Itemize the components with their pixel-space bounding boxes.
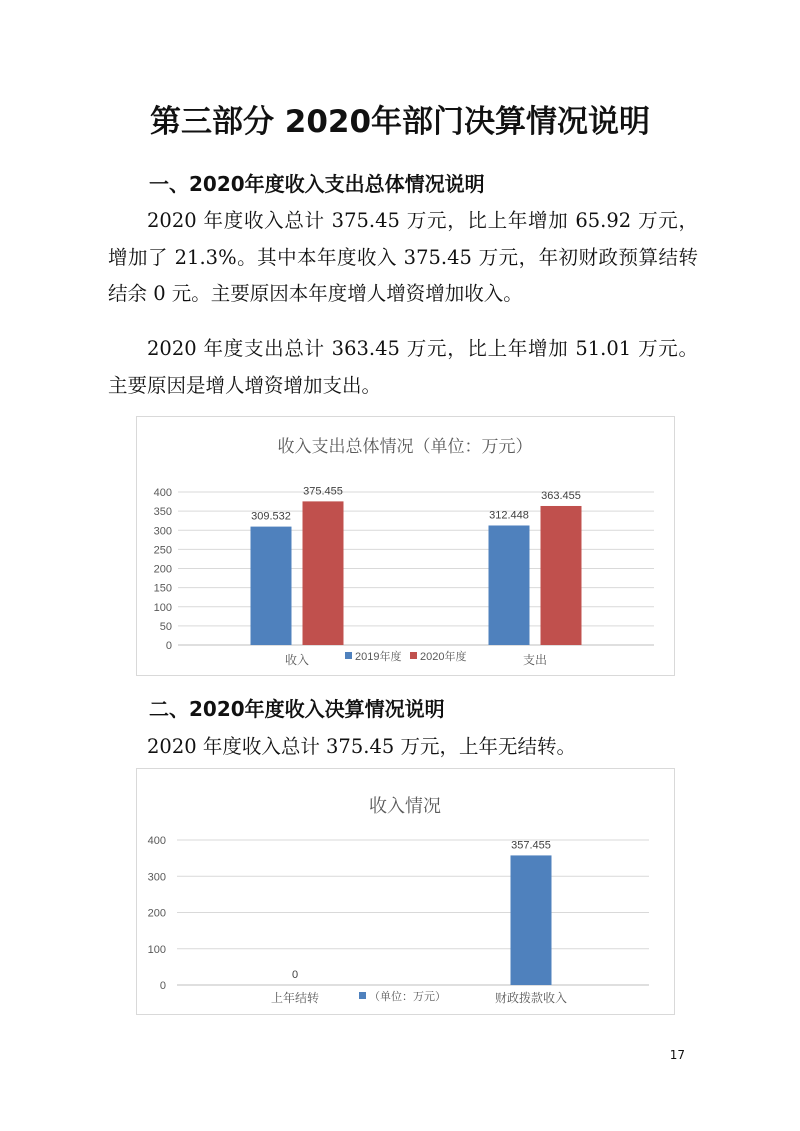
data-label: 312.448 [489, 509, 529, 522]
legend-swatch [345, 652, 352, 659]
legend-label: 2019年度 [355, 651, 402, 663]
category-label: 收入 [284, 653, 310, 667]
y-tick-label: 400 [153, 487, 172, 499]
bar [511, 855, 552, 985]
chart-income-expenditure [136, 416, 675, 676]
y-tick-label: 200 [153, 563, 172, 576]
bar [541, 506, 582, 645]
data-label: 309.532 [251, 510, 291, 523]
section-heading-overview: 一、2020年度收入支出总体情况说明 [149, 172, 485, 196]
category-label: 支出 [522, 653, 548, 667]
data-label: 363.455 [541, 489, 581, 502]
chart-income-expenditure-svg [137, 417, 674, 675]
chart-title: 收入支出总体情况（单位：万元） [277, 437, 533, 457]
data-label: 357.455 [511, 839, 551, 852]
y-tick-label: 250 [153, 544, 172, 557]
y-tick-label: 150 [153, 582, 172, 595]
bar [303, 501, 344, 645]
paragraph-income-detail: 2020 年度收入总计 375.45 万元，上年无结转。 [147, 735, 576, 758]
y-tick-label: 0 [165, 640, 172, 652]
y-tick-label: 50 [159, 620, 172, 633]
chart-title: 收入情况 [369, 796, 441, 817]
y-tick-label: 200 [147, 907, 166, 920]
legend-swatch [359, 992, 366, 999]
chart-income-svg [137, 769, 674, 1014]
data-label: 0 [291, 969, 299, 981]
y-tick-label: 100 [153, 601, 172, 614]
page-number: 17 [669, 1048, 685, 1062]
page-title: 第三部分 2020年部门决算情况说明 [149, 104, 651, 140]
y-tick-label: 300 [147, 871, 166, 884]
y-tick-label: 300 [153, 525, 172, 538]
y-tick-label: 350 [153, 506, 172, 519]
y-tick-label: 0 [159, 980, 166, 992]
section-heading-income: 二、2020年度收入决算情况说明 [149, 697, 445, 721]
y-tick-label: 400 [147, 835, 166, 847]
chart-income [136, 768, 675, 1015]
paragraph-income-overview: 2020 年度收入总计 375.45 万元，比上年增加 65.92 万元，增加了 21.3%。其中本年度收入 375.45 万元，年初财政预算结转结余 0 元。主要原因本年度增人增资增加收入。 [108, 209, 698, 305]
legend-swatch [410, 652, 417, 659]
bar [251, 527, 292, 645]
legend-label: （单位：万元） [369, 991, 446, 1003]
data-label: 375.455 [303, 485, 343, 498]
y-tick-label: 100 [147, 943, 166, 956]
category-label: 上年结转 [270, 991, 320, 1005]
category-label: 财政拨款收入 [494, 991, 568, 1005]
paragraph-expenditure-overview: 2020 年度支出总计 363.45 万元，比上年增加 51.01 万元。主要原因是增人增资增加支出。 [108, 337, 698, 397]
legend-label: 2020年度 [420, 651, 467, 663]
bar [489, 525, 530, 645]
